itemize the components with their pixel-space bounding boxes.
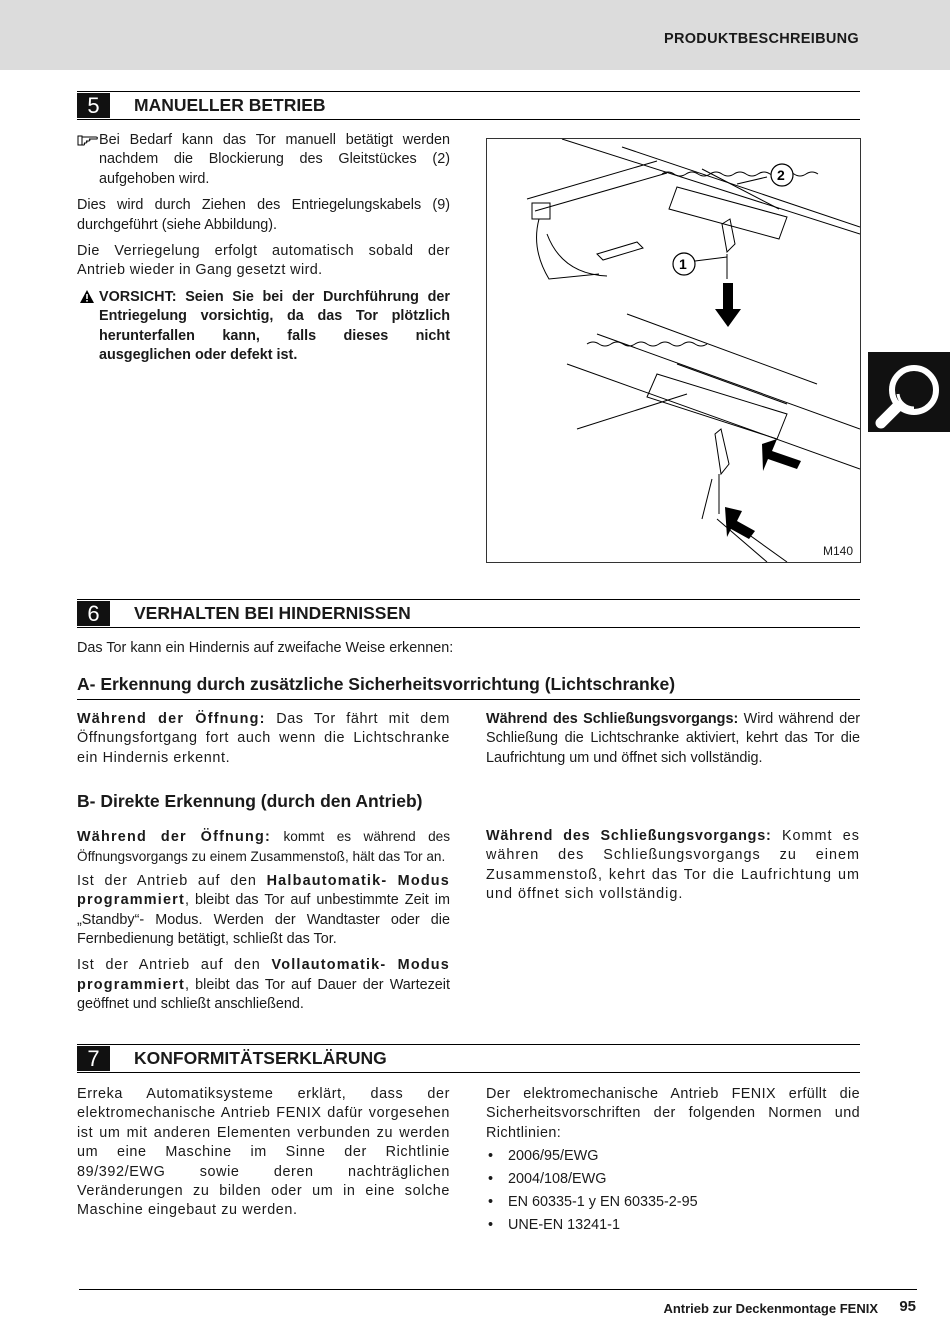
- section-5-paragraph-1: Bei Bedarf kann das Tor manuell betätigt werden nachdem die Blockierung des Gleitstückes (2) aufgehoben wird.: [99, 132, 450, 187]
- norms-list: [486, 1147, 860, 1235]
- section-5-text: [77, 131, 450, 372]
- norm-item: • 2006/95/EWG: [486, 1147, 860, 1166]
- page-header: [0, 0, 950, 70]
- section-6-number: 6: [77, 601, 110, 626]
- vollautomatik-text: , bleibt das Tor auf Dauer der Wartezeit geöffnet und schließt anschließend.: [77, 976, 450, 1013]
- manual-release-figure: [486, 138, 861, 563]
- figure-code: M140: [822, 544, 853, 558]
- subsection-b-title: B- Direkte Erkennung (durch den Antrieb): [77, 791, 423, 811]
- magnifier-icon: [868, 352, 950, 432]
- section-5-warning: VORSICHT: Seien Sie bei der Durchführung der Entriegelung vorsichtig, da das Tor plötzlich herunterfallen kann, falls dieses nicht ausgeglichen oder defekt ist.: [99, 288, 450, 364]
- subsection-b-right: [486, 827, 860, 905]
- pointing-hand-icon: [77, 134, 98, 146]
- section-7-left-text: [77, 1085, 450, 1221]
- subsection-a-left: [77, 710, 450, 768]
- section-6-header: [77, 599, 860, 628]
- page-number: 95: [899, 1298, 916, 1315]
- side-tab: [868, 352, 950, 432]
- subsection-b-left: [77, 827, 450, 1022]
- subsection-b-right-text: Kommt es währen des Schließungsvorgangs zu einem Zusammenstoß, kehrt das Tor die Laufrichtung um und öffnet sich vollständig.: [486, 828, 860, 903]
- section-5-number: 5: [77, 93, 110, 118]
- vollautomatik-mode: Vollautomatik- Modus programmiert: [77, 957, 450, 993]
- section-7-number: 7: [77, 1046, 110, 1071]
- subsection-a-left-text: Das Tor fährt mit dem Öffnungsfortgang fort auch wenn die Lichtschranke ein Hindernis erkennt.: [77, 711, 451, 766]
- footer-rule: [79, 1289, 917, 1290]
- release-illustration: [487, 139, 860, 562]
- subsection-a-right-label: Während des Schließungsvorgangs:: [486, 711, 739, 727]
- conformity-declaration: Erreka Automatiksysteme erklärt, dass der elektromechanische Antrieb FENIX dafür vorgesehen ist um mit anderen Elementen verbunden zu werden um eine Maschine im Sinne der Richtlinie 89/392/EWG sowie deren nachträglichen Veränderungen zu bilden oder um in eine solche Maschine eingebaut zu werden.: [77, 1086, 450, 1219]
- section-7-header: [77, 1044, 860, 1073]
- subsection-a-title: A- Erkennung durch zusätzliche Sicherheitsvorrichtung (Lichtschranke): [77, 673, 860, 700]
- subsection-a-right-text: Wird während der Schließung die Lichtschranke aktiviert, kehrt das Tor die Laufrichtung um und öffnet sich vollständig.: [486, 711, 860, 766]
- section-7-title: KONFORMITÄTSERKLÄRUNG: [134, 1048, 387, 1068]
- halbautomatik-mode: Halbautomatik- Modus programmiert: [77, 872, 450, 909]
- subsection-b-left-label: Während der Öffnung:: [77, 829, 272, 845]
- section-5-title: MANUELLER BETRIEB: [134, 95, 326, 115]
- section-7-right: [486, 1085, 860, 1239]
- subsection-a-left-label: Während der Öffnung:: [77, 711, 266, 727]
- warning-triangle-icon: [80, 290, 94, 303]
- halbautomatik-prefix: Ist der Antrieb auf den: [77, 872, 267, 889]
- norm-item: • EN 60335-1 y EN 60335-2-95: [486, 1193, 860, 1212]
- subsection-b-right-label: Während des Schließungsvorgangs:: [486, 828, 772, 844]
- figure-callout-1: 1: [679, 256, 687, 272]
- subsection-b-left-text: kommt es während des Öffnungsvorgangs zu einem Zusammenstoß, hält das Tor an.: [77, 829, 451, 865]
- section-5-paragraph-2: Dies wird durch Ziehen des Entriegelungskabels (9) durchgeführt (siehe Abbildung).: [77, 197, 450, 233]
- section-5-paragraph-3: Die Verriegelung erfolgt automatisch sobald der Antrieb wieder in Gang gesetzt wird.: [77, 243, 450, 279]
- footer-title: Antrieb zur Deckenmontage FENIX: [663, 1301, 878, 1316]
- norm-item: • UNE-EN 13241-1: [486, 1216, 860, 1235]
- norms-intro: Der elektromechanische Antrieb FENIX erfüllt die Sicherheitsvorschriften der folgenden Normen und Richtlinien:: [486, 1086, 860, 1141]
- norm-item: • 2004/108/EWG: [486, 1170, 860, 1189]
- header-section-label: PRODUKTBESCHREIBUNG: [663, 31, 859, 47]
- section-5-header: [77, 91, 860, 120]
- figure-callout-2: 2: [777, 167, 785, 183]
- subsection-a-right: [486, 710, 860, 768]
- section-6-intro: Das Tor kann ein Hindernis auf zweifache Weise erkennen:: [77, 640, 454, 656]
- section-6-title: VERHALTEN BEI HINDERNISSEN: [134, 603, 411, 623]
- vollautomatik-prefix: Ist der Antrieb auf den: [77, 957, 272, 974]
- halbautomatik-text: , bleibt das Tor auf unbestimmte Zeit im „Standby“- Modus. Werden der Wandtaster oder die Fernbedienung betätigt, schließt das Tor.: [77, 892, 450, 948]
